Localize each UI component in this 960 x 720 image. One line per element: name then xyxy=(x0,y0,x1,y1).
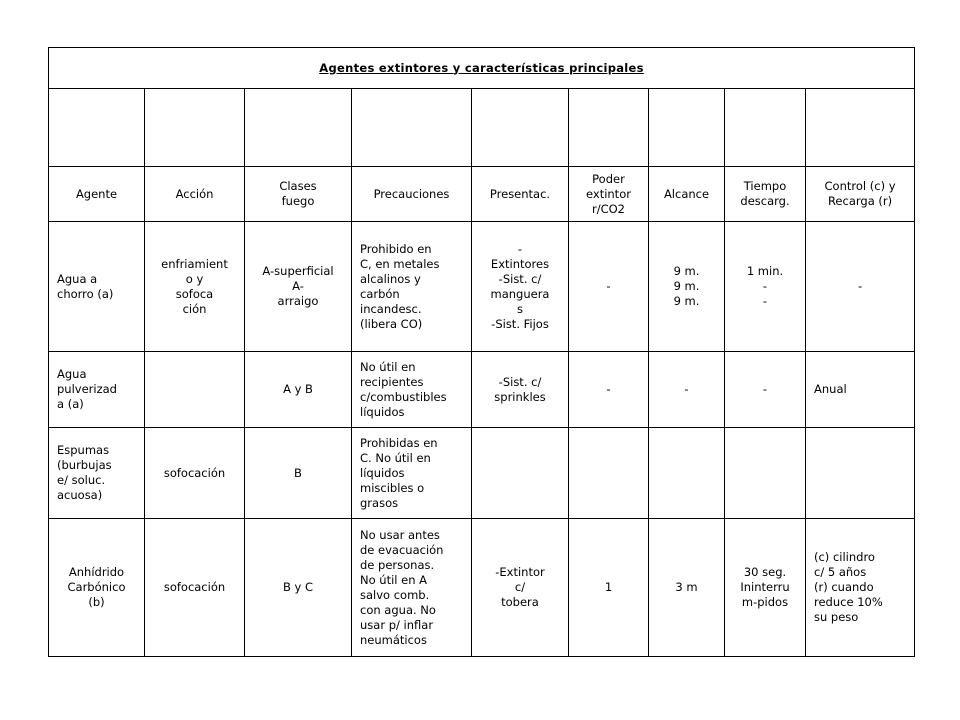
cell-clases: A-superficial A- arraigo xyxy=(245,222,352,352)
cell-clases: A y B xyxy=(245,352,352,428)
cell-accion: enfriamient o y sofoca ción xyxy=(145,222,245,352)
cell-poder: - xyxy=(569,352,649,428)
cell-presentac: -Extintor c/ tobera xyxy=(472,519,569,657)
cell-accion: sofocación xyxy=(145,428,245,519)
cell-accion: sofocación xyxy=(145,519,245,657)
cell-control: Anual xyxy=(806,352,915,428)
table-row xyxy=(49,222,915,352)
header-precauciones: Precauciones xyxy=(352,167,472,222)
header-poder: Poder extintor r/CO2 xyxy=(569,167,649,222)
cell-precauciones: Prohibido en C, en metales alcalinos y carbón incandesc. (libera CO) xyxy=(352,222,472,352)
header-agente: Agente xyxy=(49,167,145,222)
header-accion: Acción xyxy=(145,167,245,222)
cell-tiempo: 30 seg. Ininterru m-pidos xyxy=(725,519,806,657)
cell-agente: Anhídrido Carbónico (b) xyxy=(49,519,145,657)
header-alcance: Alcance xyxy=(649,167,725,222)
cell-agente: Agua pulverizad a (a) xyxy=(49,352,145,428)
table-title: Agentes extintores y características principales xyxy=(49,48,915,89)
cell-poder xyxy=(569,428,649,519)
cell-clases: B xyxy=(245,428,352,519)
cell-tiempo xyxy=(725,428,806,519)
cell-agente: Espumas (burbujas e/ soluc. acuosa) xyxy=(49,428,145,519)
cell-control xyxy=(806,428,915,519)
cell-poder: 1 xyxy=(569,519,649,657)
cell-presentac: - Extintores -Sist. c/ manguera s -Sist. Fijos xyxy=(472,222,569,352)
cell-alcance: 3 m xyxy=(649,519,725,657)
cell-alcance xyxy=(649,428,725,519)
table-row xyxy=(49,428,915,519)
extinguisher-table xyxy=(48,47,915,657)
cell-tiempo: - xyxy=(725,352,806,428)
cell-clases: B y C xyxy=(245,519,352,657)
cell-alcance: - xyxy=(649,352,725,428)
cell-alcance: 9 m. 9 m. 9 m. xyxy=(649,222,725,352)
cell-control: (c) cilindro c/ 5 años (r) cuando reduce 10% su peso xyxy=(806,519,915,657)
blank-row xyxy=(49,89,915,167)
cell-precauciones: No usar antes de evacuación de personas. No útil en A salvo comb. con agua. No usar p/ inflar neumáticos xyxy=(352,519,472,657)
header-control: Control (c) y Recarga (r) xyxy=(806,167,915,222)
header-presentac: Presentac. xyxy=(472,167,569,222)
cell-agente: Agua a chorro (a) xyxy=(49,222,145,352)
table-row xyxy=(49,519,915,657)
cell-control: - xyxy=(806,222,915,352)
header-tiempo: Tiempo descarg. xyxy=(725,167,806,222)
cell-presentac: -Sist. c/ sprinkles xyxy=(472,352,569,428)
cell-tiempo: 1 min. - - xyxy=(725,222,806,352)
cell-presentac xyxy=(472,428,569,519)
cell-precauciones: Prohibidas en C. No útil en líquidos miscibles o grasos xyxy=(352,428,472,519)
cell-accion xyxy=(145,352,245,428)
cell-precauciones: No útil en recipientes c/combustibles líquidos xyxy=(352,352,472,428)
table-row xyxy=(49,352,915,428)
header-row xyxy=(49,167,915,222)
cell-poder: - xyxy=(569,222,649,352)
header-clases: Clases fuego xyxy=(245,167,352,222)
